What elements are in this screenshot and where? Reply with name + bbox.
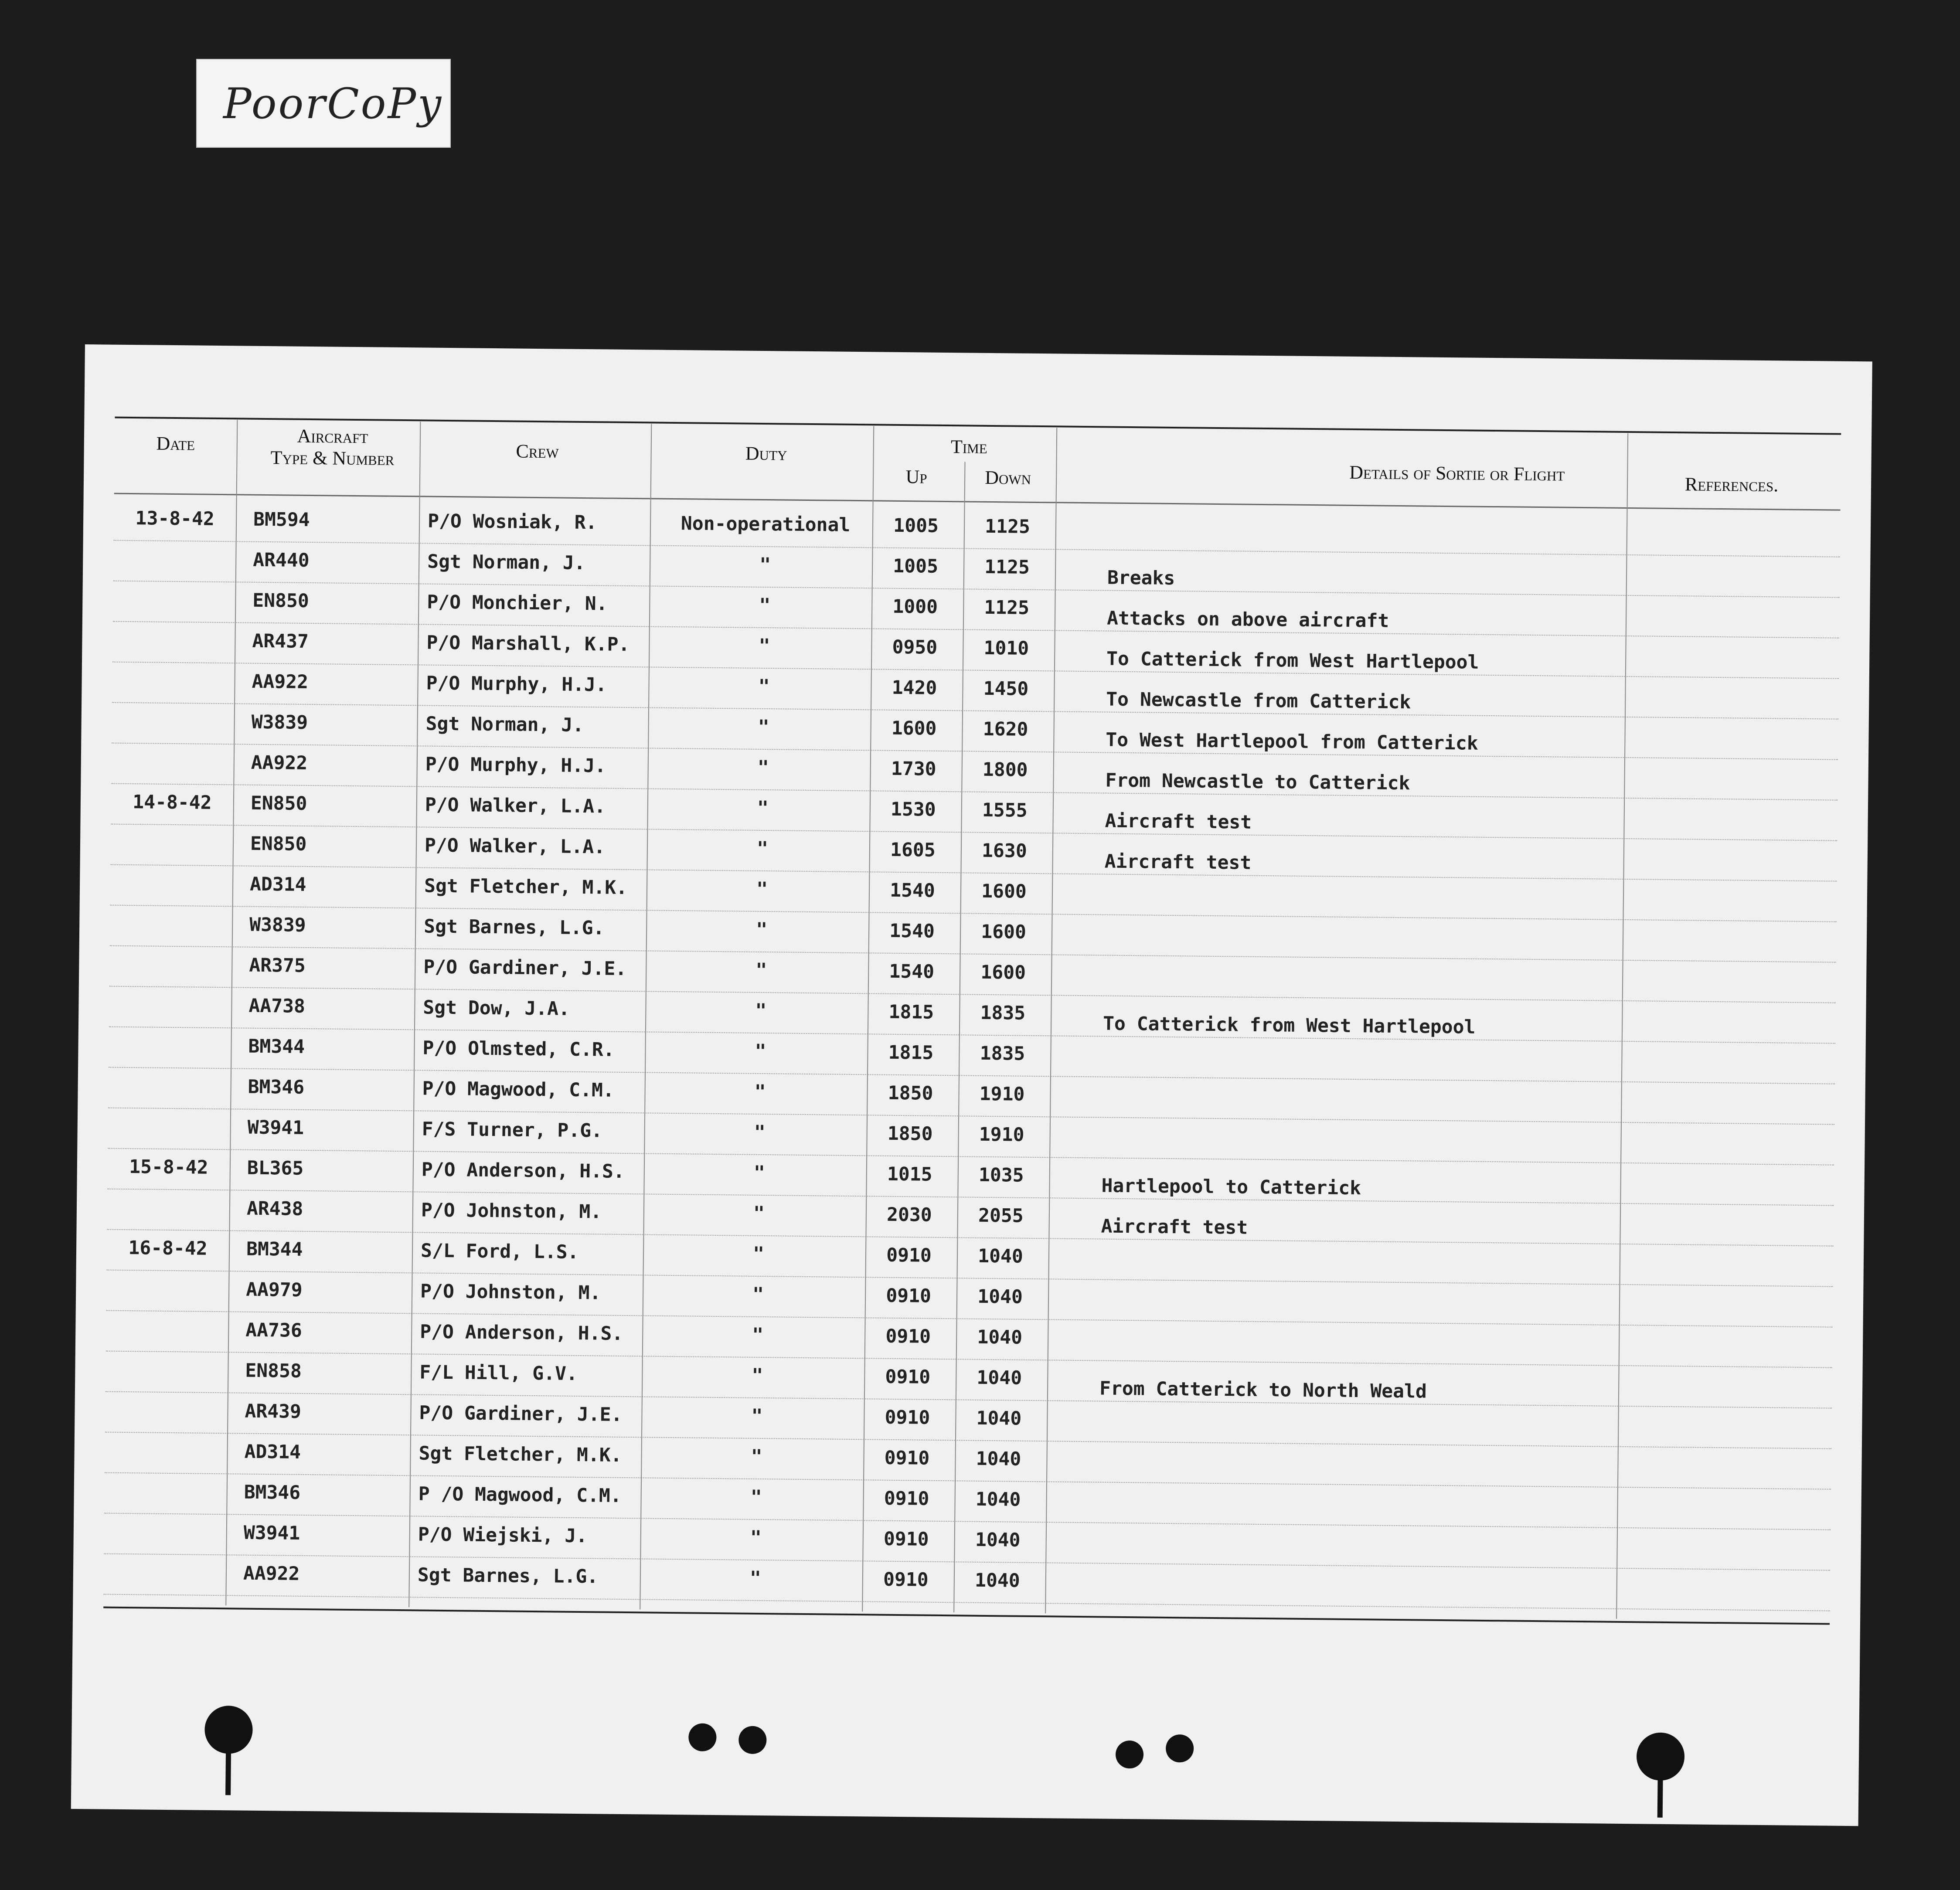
details-cell: To Catterick from West Hartlepool [1106, 648, 1479, 673]
duty-cell: " [758, 675, 770, 698]
duty-cell: " [754, 1121, 766, 1144]
details-cell [1099, 1458, 1797, 1465]
time-up-cell: 0910 [886, 1285, 932, 1307]
time-down-cell: 1010 [983, 637, 1029, 659]
date-cell [106, 1278, 228, 1279]
details-cell: Hartlepool to Catterick [1101, 1175, 1361, 1200]
aircraft-cell: W3941 [247, 1116, 304, 1139]
crew-cell: P/O Monchier, N. [427, 591, 608, 615]
binder-hole-right [1637, 1732, 1685, 1781]
time-down-cell: 2055 [978, 1204, 1024, 1227]
header-details: Details of Sortie or Flight [1349, 461, 1565, 485]
time-down-cell: 1040 [976, 1407, 1022, 1430]
time-down-cell: 1040 [977, 1285, 1023, 1308]
date-cell [109, 1075, 231, 1076]
time-down-cell: 1600 [980, 961, 1026, 984]
crew-cell: P/O Olmsted, C.R. [422, 1037, 615, 1061]
date-cell [105, 1440, 227, 1441]
date-cell [104, 1561, 226, 1563]
crew-cell: Sgt Barnes, L.G. [423, 915, 605, 939]
date-cell [109, 994, 231, 995]
time-down-cell: 1450 [983, 677, 1029, 700]
details-cell: Attacks on above aircraft [1106, 607, 1389, 632]
punch-hole-4 [1166, 1734, 1194, 1763]
aircraft-cell: BL365 [247, 1157, 304, 1180]
crew-cell: P/O Walker, L.A. [424, 834, 606, 858]
time-up-cell: 0950 [892, 636, 938, 659]
note-text: PoorCoPy [223, 79, 443, 128]
time-down-cell: 1125 [984, 556, 1030, 578]
duty-cell: Non-operational [681, 513, 851, 536]
details-cell: To Newcastle from Catterick [1106, 688, 1411, 714]
details-cell [1102, 1094, 1800, 1100]
duty-cell: " [752, 1364, 763, 1387]
crew-cell: P/O Johnston, M. [421, 1199, 602, 1223]
time-up-cell: 1815 [888, 1041, 934, 1064]
aircraft-cell: BM344 [248, 1035, 305, 1058]
date-cell [110, 872, 232, 874]
duty-cell: " [753, 1202, 765, 1225]
aircraft-cell: AR437 [252, 630, 309, 653]
time-down-cell: 1800 [982, 758, 1028, 781]
date-cell: 15-8-42 [129, 1156, 208, 1179]
date-cell [111, 832, 233, 833]
duty-cell: " [755, 959, 767, 982]
aircraft-cell: AA736 [245, 1319, 302, 1342]
date-cell [104, 1521, 226, 1522]
date-cell [109, 1034, 231, 1036]
aircraft-cell: AD314 [244, 1441, 301, 1463]
date-cell [112, 670, 235, 671]
time-down-cell: 1600 [981, 880, 1027, 903]
date-cell [105, 1399, 228, 1401]
details-cell [1102, 1134, 1800, 1141]
details-cell: To West Hartlepool from Catterick [1106, 729, 1478, 755]
date-cell [106, 1318, 228, 1319]
crew-cell: P/O Wosniak, R. [427, 510, 597, 534]
aircraft-cell: W3941 [243, 1522, 300, 1544]
details-cell [1099, 1418, 1797, 1424]
duty-cell: " [754, 1081, 766, 1103]
duty-cell: " [753, 1162, 766, 1184]
aircraft-cell: AR375 [249, 954, 306, 977]
date-cell [112, 751, 234, 752]
duty-cell: " [759, 594, 771, 617]
time-down-cell: 1040 [977, 1245, 1024, 1268]
punch-hole-2 [738, 1726, 767, 1754]
time-down-cell: 1555 [982, 799, 1028, 822]
details-cell: Breaks [1107, 567, 1175, 590]
crew-cell: P/O Magwood, C.M. [422, 1078, 614, 1101]
aircraft-cell: AR438 [246, 1197, 303, 1220]
time-up-cell: 1000 [892, 595, 938, 618]
handwritten-note [196, 59, 451, 148]
crew-cell: Sgt Dow, J.A. [423, 996, 570, 1020]
duty-cell: " [752, 1283, 764, 1306]
time-up-cell: 0910 [883, 1528, 929, 1550]
aircraft-cell: EN858 [245, 1360, 302, 1382]
time-down-cell: 1835 [980, 1002, 1026, 1024]
aircraft-cell: BM594 [253, 508, 310, 531]
time-up-cell: 0910 [884, 1487, 929, 1510]
time-up-cell: 0910 [886, 1244, 932, 1267]
header-crew: Crew [516, 440, 559, 462]
duty-cell: " [757, 797, 769, 819]
aircraft-cell: EN850 [250, 833, 307, 855]
time-up-cell: 1420 [892, 676, 937, 699]
time-up-cell: 1540 [889, 920, 935, 942]
crew-cell: P/O Marshall, K.P. [426, 632, 630, 656]
date-cell: 14-8-42 [133, 791, 212, 814]
binder-hole-left [204, 1706, 253, 1754]
duty-cell: " [759, 554, 771, 576]
duty-cell: " [751, 1405, 763, 1428]
crew-cell: P/O Wiejski, J. [418, 1523, 588, 1547]
punch-hole-1 [688, 1723, 717, 1751]
time-up-cell: 0910 [885, 1325, 931, 1348]
duty-cell: " [758, 716, 769, 738]
header-references: References. [1684, 473, 1779, 496]
time-down-cell: 1630 [981, 840, 1027, 862]
aircraft-cell: AA922 [251, 751, 308, 774]
time-down-cell: 1035 [978, 1164, 1024, 1186]
details-cell [1101, 1256, 1798, 1262]
details-cell: From Newcastle to Catterick [1105, 769, 1410, 795]
aircraft-cell: AA922 [243, 1562, 300, 1585]
aircraft-cell: EN850 [252, 589, 310, 612]
aircraft-cell: AR440 [253, 549, 310, 571]
duty-cell: " [749, 1567, 762, 1590]
aircraft-cell: EN850 [250, 792, 307, 815]
duty-cell: " [750, 1486, 762, 1509]
crew-cell: P /O Magwood, C.M. [418, 1483, 622, 1507]
crew-cell: P/O Johnston, M. [420, 1280, 601, 1304]
header-aircraft-line1: Aircraft [297, 425, 368, 448]
time-down-cell: 1040 [977, 1367, 1022, 1389]
time-up-cell: 1015 [887, 1163, 932, 1186]
time-down-cell: 1125 [984, 596, 1030, 619]
crew-cell: Sgt Barnes, L.G. [417, 1564, 599, 1588]
time-up-cell: 0910 [885, 1406, 930, 1429]
details-cell [1098, 1580, 1795, 1587]
duty-cell: " [756, 837, 769, 860]
time-up-cell: 1815 [888, 1001, 934, 1023]
time-up-cell: 0910 [884, 1447, 930, 1469]
binder-slot-left [225, 1751, 231, 1795]
crew-cell: P/O Murphy, H.J. [426, 672, 607, 696]
duty-cell: " [750, 1526, 762, 1549]
time-down-cell: 1125 [985, 515, 1031, 538]
aircraft-cell: AA979 [245, 1278, 303, 1301]
crew-cell: F/S Turner, P.G. [422, 1118, 603, 1142]
duty-cell: " [757, 756, 769, 779]
duty-cell: " [752, 1243, 765, 1265]
binder-slot-right [1657, 1778, 1663, 1818]
date-cell [113, 588, 235, 590]
time-down-cell: 1040 [975, 1488, 1021, 1511]
aircraft-cell: AA738 [248, 995, 306, 1017]
duty-cell: " [756, 878, 768, 901]
time-up-cell: 1540 [889, 960, 935, 983]
duty-cell: " [759, 635, 770, 657]
aircraft-cell: AD314 [249, 873, 306, 896]
time-up-cell: 1005 [893, 514, 939, 537]
details-cell [1103, 972, 1801, 979]
time-up-cell: 1530 [890, 798, 936, 821]
time-down-cell: 1040 [976, 1448, 1021, 1470]
crew-cell: Sgt Norman, J. [425, 713, 584, 737]
header-down: Down [985, 466, 1031, 489]
time-up-cell: 1730 [891, 758, 936, 780]
date-cell [106, 1359, 228, 1360]
details-cell [1100, 1296, 1798, 1303]
table-bottom-rule [103, 1607, 1830, 1625]
details-cell [1099, 1499, 1796, 1506]
crew-cell: P/O Anderson, H.S. [420, 1321, 623, 1345]
details-cell: Aircraft test [1105, 810, 1252, 833]
time-up-cell: 0910 [885, 1366, 931, 1388]
time-down-cell: 1835 [980, 1042, 1025, 1065]
time-down-cell: 1620 [983, 718, 1028, 741]
details-cell [1104, 891, 1802, 898]
time-down-cell: 1040 [977, 1326, 1023, 1349]
time-up-cell: 1600 [891, 717, 937, 740]
duty-cell: " [755, 918, 768, 941]
date-cell [112, 710, 234, 711]
details-cell: Aircraft test [1101, 1215, 1248, 1239]
crew-cell: Sgt Fletcher, M.K. [419, 1442, 622, 1466]
punch-hole-3 [1116, 1740, 1144, 1769]
date-cell [107, 1197, 229, 1198]
details-cell: From Catterick to North Weald [1099, 1377, 1427, 1403]
operations-record-sheet [71, 344, 1872, 1826]
duty-cell: " [751, 1445, 762, 1468]
time-up-cell: 1540 [890, 879, 936, 902]
date-cell [105, 1480, 227, 1482]
crew-cell: Sgt Norman, J. [427, 551, 585, 574]
details-cell: Aircraft test [1104, 850, 1252, 874]
time-down-cell: 1040 [974, 1569, 1020, 1592]
date-cell: 13-8-42 [135, 507, 215, 530]
date-cell [113, 629, 235, 630]
crew-cell: P/O Walker, L.A. [425, 794, 606, 818]
details-cell [1104, 931, 1801, 938]
details-cell [1098, 1540, 1796, 1546]
time-down-cell: 1040 [975, 1529, 1021, 1551]
time-up-cell: 1605 [890, 839, 936, 861]
crew-cell: Sgt Fletcher, M.K. [424, 875, 628, 899]
aircraft-cell: AR439 [245, 1400, 302, 1423]
aircraft-cell: AA922 [252, 670, 309, 693]
time-up-cell: 2030 [886, 1203, 932, 1226]
date-cell: 16-8-42 [128, 1237, 208, 1260]
time-up-cell: 1850 [888, 1082, 933, 1105]
crew-cell: P/O Murphy, H.J. [425, 753, 606, 777]
duty-cell: " [755, 1040, 766, 1063]
crew-cell: P/O Gardiner, J.E. [423, 956, 627, 980]
aircraft-cell: BM346 [248, 1076, 305, 1098]
details-cell [1102, 1053, 1800, 1060]
header-time: Time [950, 436, 987, 458]
header-duty: Duty [745, 442, 787, 465]
header-up: Up [905, 466, 927, 488]
date-cell [114, 548, 236, 549]
details-cell: To Catterick from West Hartlepool [1102, 1013, 1476, 1038]
crew-cell: S/L Ford, L.S. [420, 1240, 579, 1263]
time-down-cell: 1910 [979, 1123, 1024, 1146]
crew-cell: F/L Hill, G.V. [419, 1361, 578, 1385]
crew-cell: P/O Anderson, H.S. [421, 1159, 625, 1183]
header-date: Date [156, 432, 195, 455]
details-cell [1108, 527, 1805, 533]
date-cell [110, 953, 232, 955]
time-up-cell: 1850 [887, 1122, 933, 1145]
time-up-cell: 0910 [883, 1568, 929, 1591]
date-cell [110, 913, 232, 914]
details-cell [1100, 1337, 1797, 1343]
duty-cell: " [752, 1324, 764, 1346]
aircraft-cell: W3839 [251, 711, 308, 734]
time-up-cell: 1005 [893, 555, 939, 578]
aircraft-cell: W3839 [249, 914, 306, 936]
time-down-cell: 1910 [979, 1083, 1025, 1105]
date-cell [108, 1115, 230, 1117]
header-aircraft-line2: Type & Number [270, 447, 395, 469]
aircraft-cell: BM346 [244, 1481, 301, 1504]
time-down-cell: 1600 [981, 921, 1027, 943]
aircraft-cell: BM344 [246, 1238, 303, 1261]
crew-cell: P/O Gardiner, J.E. [419, 1402, 623, 1426]
duty-cell: " [755, 999, 767, 1022]
